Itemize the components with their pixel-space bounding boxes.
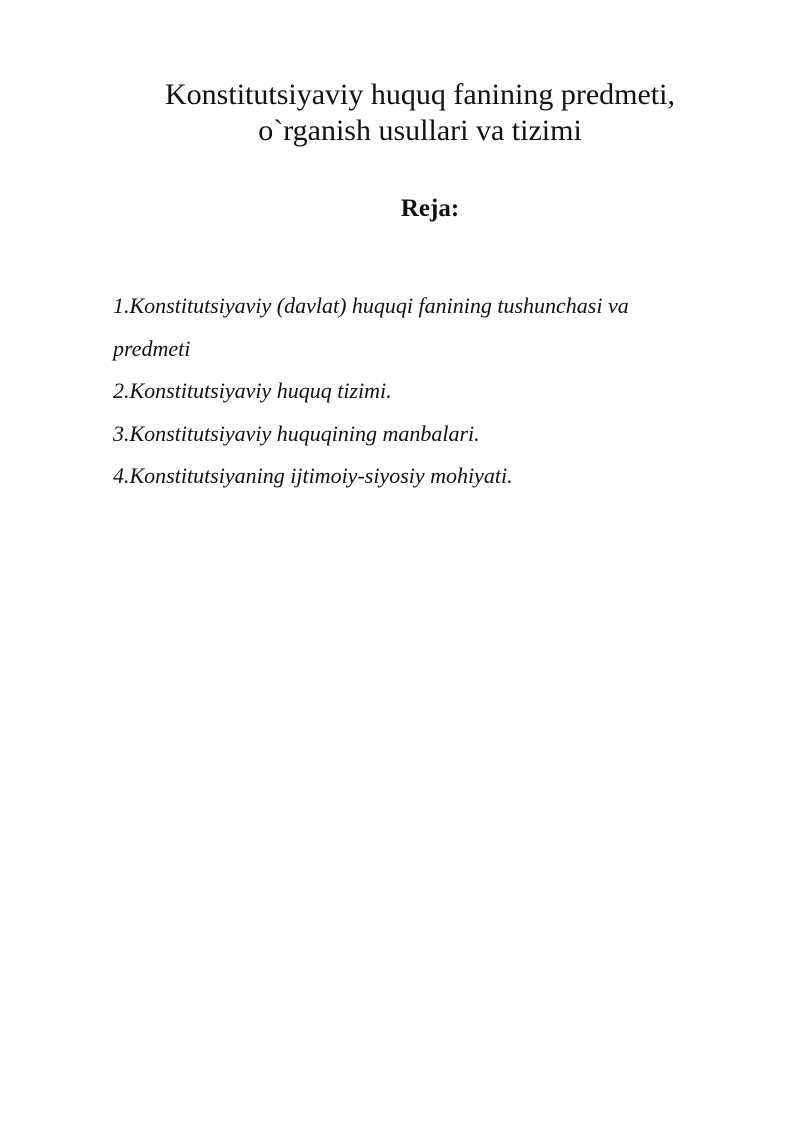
plan-item-1: 1.Konstitutsiyaviy (davlat) huquqi fanining tushunchasi va	[113, 293, 629, 318]
document-title-line-1: Konstitutsiyaviy huquq fanining predmeti,	[165, 78, 675, 111]
document-title-line-2: o`rganish usullari va tizimi	[258, 114, 582, 147]
plan-list	[113, 285, 733, 498]
plan-heading: Reja:	[400, 195, 460, 222]
plan-item-1-continuation: predmeti	[113, 335, 191, 361]
plan-item-4: 4.Konstitutsiyaning ijtimoiy-siyosiy mohiyati.	[113, 463, 513, 488]
plan-item-3: 3.Konstitutsiyaviy huquqining manbalari.	[113, 420, 480, 446]
plan-item-2: 2.Konstitutsiyaviy huquq tizimi.	[113, 378, 392, 403]
